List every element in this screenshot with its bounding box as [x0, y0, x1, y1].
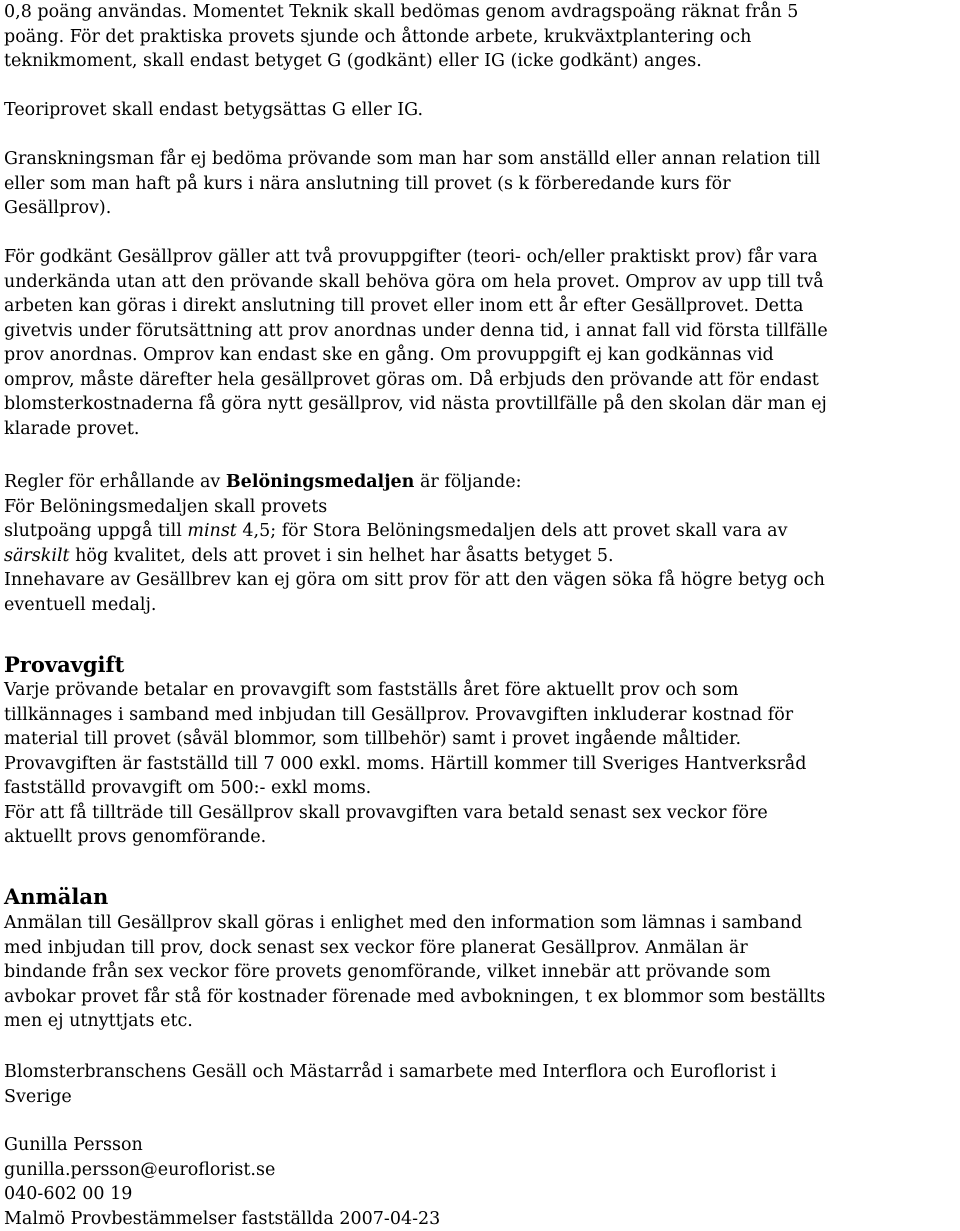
anmalan-paragraph [4, 911, 956, 1034]
footer-note: Malmö Provbestämmelser fastställda 2007-04-23 [4, 1208, 441, 1229]
regler-line [4, 470, 956, 495]
intro-paragraph [4, 0, 956, 74]
godkant-line: prov anordnas. Omprov kan endast ske en gång. Om provuppgift ej kan godkännas vid [4, 345, 774, 365]
belöningsmedaljen-bold: Belöningsmedaljen [225, 472, 415, 492]
godkant-line: underkända utan att den prövande skall behöva göra om hela provet. Omprov av upp till två [4, 271, 824, 292]
regler-line: För Belöningsmedaljen skall provets [4, 496, 328, 517]
provavgift-line: fastställd provavgift om 500:- exkl moms. [4, 778, 372, 798]
granskning-line: Gesällprov). [4, 198, 112, 218]
contact-name: Gunilla Persson [4, 1135, 143, 1155]
granskning-line: Granskningsman får ej bedöma prövande som man har som anställd eller annan relation till [4, 149, 821, 169]
regler-text: Regler för erhållande av [4, 472, 226, 492]
regler-line [4, 544, 956, 569]
anmalan-line: med inbjudan till prov, dock senast sex veckor före planerat Gesällprov. Anmälan är [4, 937, 748, 958]
intro-line: teknikmoment, skall endast betyget G (godkänt) eller IG (icke godkänt) anges. [4, 51, 702, 71]
godkant-line: klarade provet. [4, 418, 140, 439]
godkant-line: blomsterkostnaderna få göra nytt gesällprov, vid nästa provtillfälle på den skolan där man ej [4, 394, 827, 414]
teori-paragraph: Teoriprovet skall endast betygsättas G eller IG. [4, 100, 424, 120]
regler-text: 4,5; för Stora Belöningsmedaljen dels att provet skall vara av [236, 521, 788, 541]
provavgift-paragraph [4, 678, 956, 850]
minst-italic: minst [187, 521, 237, 541]
provavgift-line: För att få tillträde till Gesällprov skall provavgiften vara betald senast sex veckor före [4, 802, 768, 823]
contact-phone: 040-602 00 19 [4, 1184, 133, 1204]
anmalan-line: men ej utnyttjats etc. [4, 1011, 193, 1031]
intro-line: poäng. För det praktiska provets sjunde och åttonde arbete, krukväxtplantering och [4, 26, 752, 47]
granskning-line: eller som man haft på kurs i nära anslutning till provet (s k förberedande kurs för [4, 173, 731, 194]
provavgift-line: Varje prövande betalar en provavgift som fastställs året före aktuellt prov och som [4, 680, 739, 700]
regler-line: Innehavare av Gesällbrev kan ej göra om sitt prov för att den vägen söka få högre betyg och [4, 570, 825, 590]
provavgift-line: Provavgiften är fastställd till 7 000 exkl. moms. Härtill kommer till Sveriges Hantverksråd [4, 753, 807, 774]
godkant-line: givetvis under förutsättning att prov anordnas under denna tid, i annat fall vid första tillfälle [4, 320, 828, 341]
blomsterbranschen-line: Sverige [4, 1086, 72, 1107]
anmalan-line: Anmälan till Gesällprov skall göras i enlighet med den information som lämnas i samband [4, 913, 803, 933]
contact-block [4, 1133, 440, 1231]
provavgift-line: tillkännages i samband med inbjudan till Gesällprov. Provavgiften inkluderar kostnad för [4, 704, 794, 725]
godkant-paragraph [4, 245, 956, 441]
regler-line [4, 519, 956, 544]
contact-email[interactable]: gunilla.persson@euroflorist.se [4, 1159, 276, 1180]
intro-line: 0,8 poäng användas. Momentet Teknik skall bedömas genom avdragspoäng räknat från 5 [4, 2, 799, 22]
granskning-paragraph [4, 147, 956, 221]
godkant-line: omprov, måste därefter hela gesällprovet göras om. Då erbjuds den prövande att för endast [4, 369, 819, 390]
godkant-line: arbeten kan göras i direkt anslutning till provet eller inom ett år efter Gesällprovet. Detta [4, 296, 804, 316]
regler-paragraph [4, 470, 956, 617]
anmalan-line: avbokar provet får stå för kostnader förenade med avbokningen, t ex blommor som beställts [4, 986, 826, 1007]
regler-text: slutpoäng uppgå till [4, 521, 188, 541]
blomsterbranschen-line: Blomsterbranschens Gesäll och Mästarråd i samarbete med Interflora och Euroflorist i [4, 1062, 777, 1082]
anmalan-heading: Anmälan [4, 884, 109, 909]
provavgift-line: material till provet (såväl blommor, som tillbehör) samt i provet ingående måltider. [4, 729, 742, 749]
provavgift-line: aktuellt provs genomförande. [4, 827, 267, 847]
provavgift-heading: Provavgift [4, 652, 125, 677]
regler-line: eventuell medalj. [4, 594, 157, 615]
sarskilt-italic: särskilt [4, 545, 70, 566]
anmalan-line: bindande från sex veckor före provets genomförande, vilket innebär att prövande som [4, 962, 771, 982]
godkant-line: För godkänt Gesällprov gäller att två provuppgifter (teori- och/eller praktiskt prov) får vara [4, 247, 818, 267]
blomsterbranschen-paragraph [4, 1060, 956, 1109]
regler-text: är följande: [414, 472, 522, 492]
regler-text: hög kvalitet, dels att provet i sin helhet har åsatts betyget 5. [69, 545, 614, 566]
